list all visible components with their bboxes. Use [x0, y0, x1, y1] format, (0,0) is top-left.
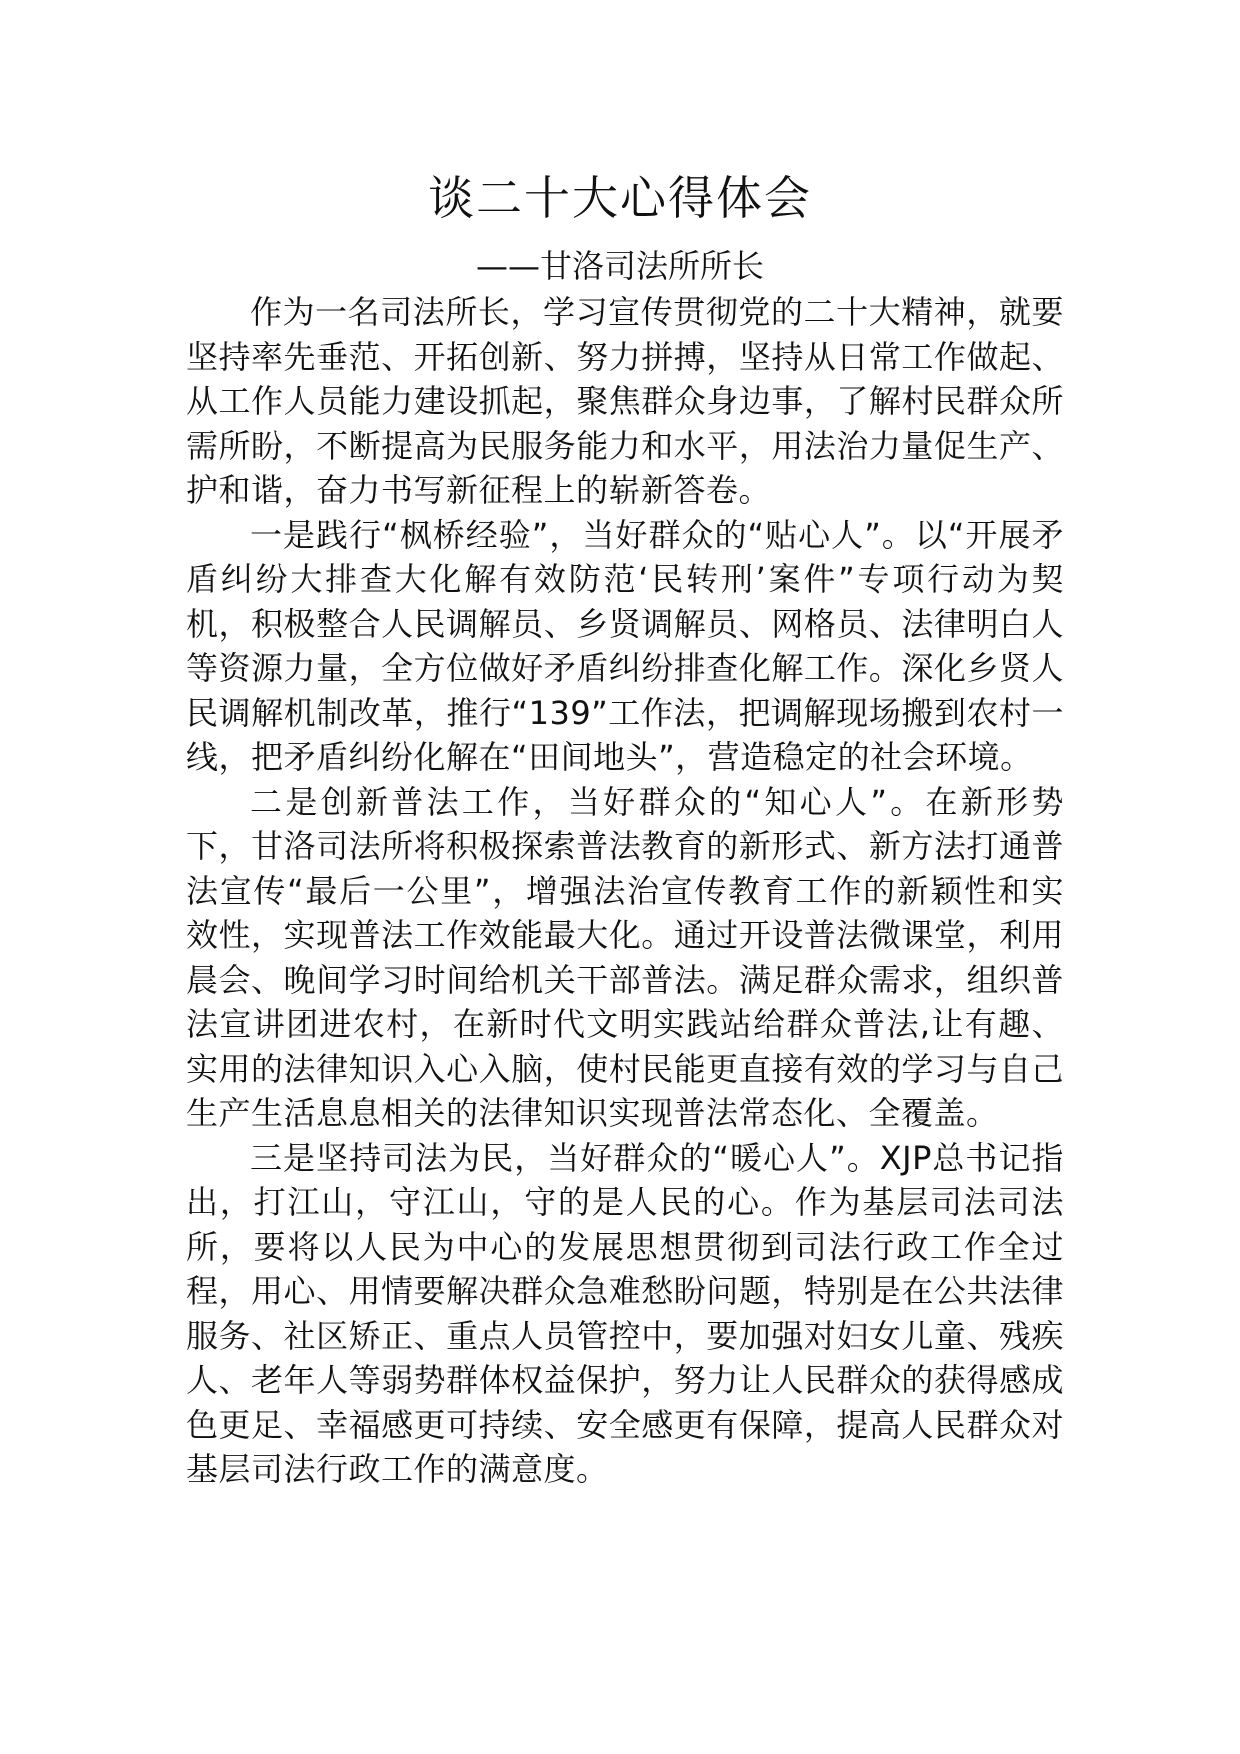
document-body [186, 290, 1064, 1492]
paragraph-two: 二是创新普法工作，当好群众的“知心人”。在新形势下，甘洛司法所将积极探索普法教育的新形式、新方法打通普法宣传“最后一公里”，增强法治宣传教育工作的新颖性和实效性，实现普法工作效能最大化。通过开设普法微课堂，利用晨会、晚间学习时间给机关干部普法。满足群众需求，组织普法宣讲团进农村，在新时代文明实践站给群众普法,让有趣、实用的法律知识入心入脑，使村民能更直接有效的学习与自己生产生活息息相关的法律知识实现普法常态化、全覆盖。 [186, 782, 1064, 1132]
paragraph-one: 一是践行“枫桥经验”，当好群众的“贴心人”。以“开展矛盾纠纷大排查大化解有效防范‘民转刑’案件”专项行动为契机，积极整合人民调解员、乡贤调解员、网格员、法律明白人等资源力量，全方位做好矛盾纠纷排查化解工作。深化乡贤人民调解机制改革，推行“139”工作法，把调解现场搬到农村一线，把矛盾纠纷化解在“田间地头”，营造稳定的社会环境。 [186, 515, 1064, 776]
paragraph-three: 三是坚持司法为民，当好群众的“暖心人”。XJP总书记指出，打江山，守江山，守的是人民的心。作为基层司法司法所，要将以人民为中心的发展思想贯彻到司法行政工作全过程，用心、用情要解决群众急难愁盼问题，特别是在公共法律服务、社区矫正、重点人员管控中，要加强对妇女儿童、残疾人、老年人等弱势群体权益保护，努力让人民群众的获得感成色更足、幸福感更可持续、安全感更有保障，提高人民群众对基层司法行政工作的满意度。 [186, 1138, 1064, 1488]
document-subtitle: ——甘洛司法所所长 [475, 247, 764, 285]
paragraph-intro: 作为一名司法所长，学习宣传贯彻党的二十大精神，就要坚持率先垂范、开拓创新、努力拼搏，坚持从日常工作做起、从工作人员能力建设抓起，聚焦群众身边事，了解村民群众所需所盼，不断提高为民服务能力和水平，用法治力量促生产、护和谐，奋力书写新征程上的崭新答卷。 [186, 293, 1064, 509]
document-title: 谈二十大心得体会 [428, 171, 812, 225]
